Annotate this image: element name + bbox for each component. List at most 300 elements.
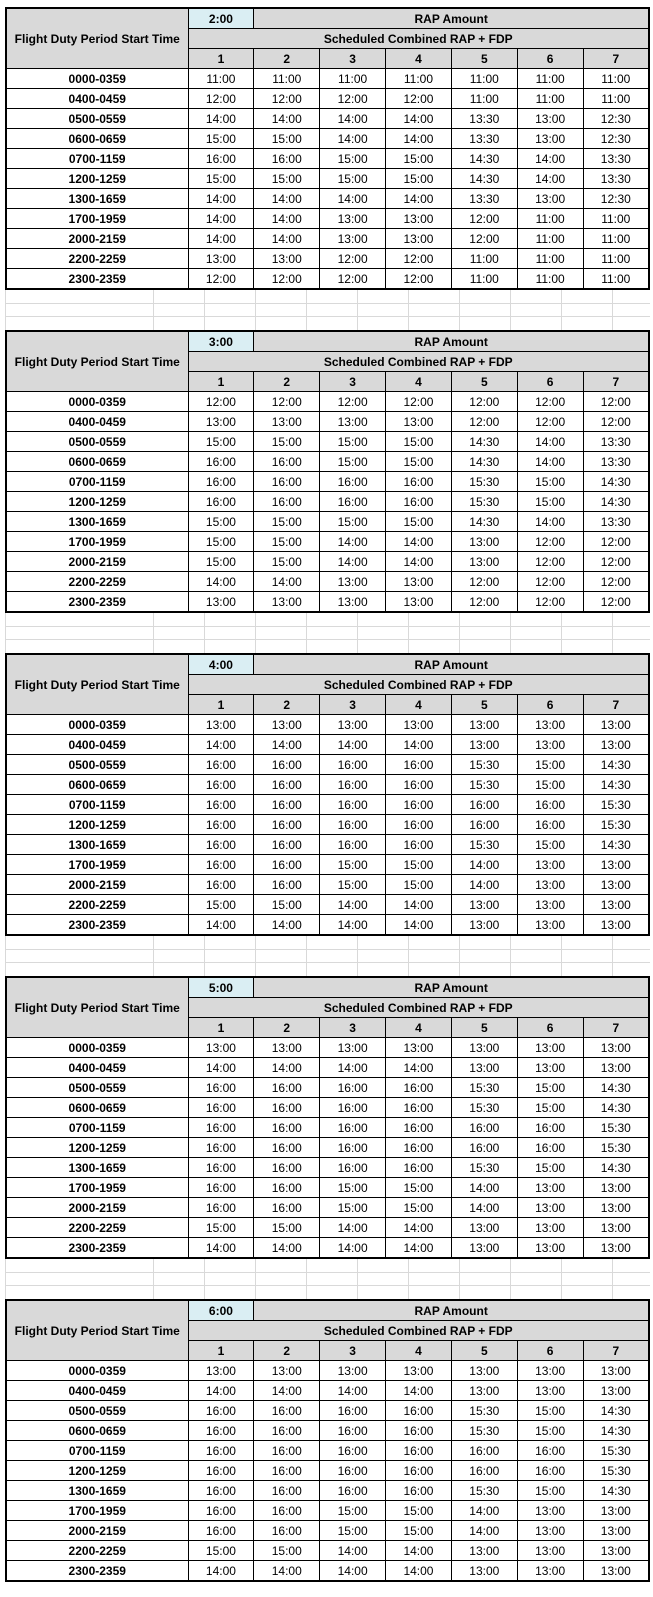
scheduled-combined-header: Scheduled Combined RAP + FDP xyxy=(188,675,649,695)
fdp-limit-cell: 11:00 xyxy=(517,209,583,229)
fdp-limit-cell: 15:30 xyxy=(583,1441,649,1461)
fdp-limit-cell: 13:00 xyxy=(451,1361,517,1381)
day-column-header: 2 xyxy=(254,1341,320,1361)
fdp-limit-cell: 13:00 xyxy=(451,1238,517,1259)
fdp-limit-cell: 16:00 xyxy=(386,795,452,815)
fdp-limit-cell: 13:00 xyxy=(583,1238,649,1259)
fdp-start-time-cell: 2200-2259 xyxy=(6,895,188,915)
fdp-limit-cell: 15:30 xyxy=(451,1481,517,1501)
fdp-limit-cell: 12:00 xyxy=(320,89,386,109)
fdp-limit-cell: 13:00 xyxy=(517,1178,583,1198)
fdp-limit-cell: 14:00 xyxy=(517,149,583,169)
fdp-limit-cell: 13:30 xyxy=(451,129,517,149)
fdp-limit-cell: 14:00 xyxy=(320,129,386,149)
fdp-start-time-cell: 1700-1959 xyxy=(6,1178,188,1198)
table-row xyxy=(6,572,649,592)
fdp-limit-cell: 13:00 xyxy=(583,1178,649,1198)
fdp-limit-cell: 14:00 xyxy=(386,1238,452,1259)
fdp-limit-cell: 11:00 xyxy=(188,69,254,89)
rap-amount-header: RAP Amount xyxy=(254,331,649,352)
fdp-limit-cell: 16:00 xyxy=(254,1118,320,1138)
fdp-limit-cell: 14:00 xyxy=(517,169,583,189)
fdp-limit-cell: 12:00 xyxy=(583,412,649,432)
fdp-limit-cell: 16:00 xyxy=(188,452,254,472)
fdp-start-time-cell: 0700-1159 xyxy=(6,795,188,815)
fdp-limit-cell: 16:00 xyxy=(188,1178,254,1198)
fdp-limit-cell: 15:00 xyxy=(517,775,583,795)
rap-table xyxy=(5,976,650,1259)
scheduled-combined-header: Scheduled Combined RAP + FDP xyxy=(188,1321,649,1341)
fdp-limit-cell: 13:00 xyxy=(517,735,583,755)
flight-duty-period-start-time-header: Flight Duty Period Start Time xyxy=(6,1300,188,1361)
table-row xyxy=(6,412,649,432)
fdp-limit-cell: 15:00 xyxy=(320,855,386,875)
fdp-limit-cell: 12:00 xyxy=(451,392,517,412)
fdp-limit-cell: 16:00 xyxy=(188,492,254,512)
fdp-limit-cell: 15:00 xyxy=(320,1501,386,1521)
fdp-limit-cell: 12:00 xyxy=(386,249,452,269)
fdp-limit-cell: 16:00 xyxy=(320,835,386,855)
fdp-limit-cell: 14:30 xyxy=(583,1401,649,1421)
day-column-header: 5 xyxy=(451,1018,517,1038)
fdp-limit-cell: 13:00 xyxy=(583,1038,649,1058)
fdp-limit-cell: 16:00 xyxy=(188,472,254,492)
table-row xyxy=(6,1461,649,1481)
fdp-limit-cell: 16:00 xyxy=(188,1401,254,1421)
fdp-limit-cell: 16:00 xyxy=(188,1461,254,1481)
fdp-limit-cell: 11:00 xyxy=(320,69,386,89)
fdp-limit-cell: 13:00 xyxy=(254,1038,320,1058)
fdp-limit-cell: 16:00 xyxy=(188,775,254,795)
fdp-limit-cell: 12:30 xyxy=(583,129,649,149)
fdp-limit-cell: 14:00 xyxy=(254,209,320,229)
day-column-header: 2 xyxy=(254,372,320,392)
fdp-start-time-cell: 2000-2159 xyxy=(6,875,188,895)
fdp-start-time-cell: 0600-0659 xyxy=(6,129,188,149)
fdp-limit-cell: 16:00 xyxy=(254,1481,320,1501)
fdp-limit-cell: 16:00 xyxy=(386,472,452,492)
fdp-limit-cell: 14:30 xyxy=(451,169,517,189)
fdp-limit-cell: 14:00 xyxy=(320,1058,386,1078)
day-column-header: 2 xyxy=(254,695,320,715)
fdp-start-time-cell: 0600-0659 xyxy=(6,775,188,795)
fdp-limit-cell: 16:00 xyxy=(320,775,386,795)
rap-header-row xyxy=(6,654,649,675)
day-column-header: 6 xyxy=(517,1341,583,1361)
fdp-limit-cell: 13:00 xyxy=(386,592,452,613)
fdp-limit-cell: 13:00 xyxy=(517,875,583,895)
fdp-limit-cell: 15:00 xyxy=(188,895,254,915)
table-row xyxy=(6,1198,649,1218)
fdp-limit-cell: 13:00 xyxy=(583,1501,649,1521)
fdp-limit-cell: 16:00 xyxy=(386,1098,452,1118)
fdp-limit-cell: 14:00 xyxy=(188,1381,254,1401)
fdp-limit-cell: 14:00 xyxy=(254,109,320,129)
fdp-start-time-cell: 1300-1659 xyxy=(6,1481,188,1501)
fdp-limit-cell: 12:00 xyxy=(517,412,583,432)
fdp-limit-cell: 15:00 xyxy=(254,532,320,552)
fdp-limit-cell: 13:00 xyxy=(451,1561,517,1582)
table-row xyxy=(6,512,649,532)
fdp-limit-cell: 13:00 xyxy=(386,1038,452,1058)
table-row xyxy=(6,532,649,552)
table-row xyxy=(6,109,649,129)
fdp-limit-cell: 13:00 xyxy=(517,715,583,735)
fdp-limit-cell: 15:30 xyxy=(451,492,517,512)
fdp-limit-cell: 15:00 xyxy=(320,875,386,895)
fdp-limit-cell: 16:00 xyxy=(517,815,583,835)
fdp-limit-cell: 12:00 xyxy=(254,269,320,290)
fdp-limit-cell: 14:00 xyxy=(451,855,517,875)
fdp-limit-cell: 12:00 xyxy=(254,89,320,109)
rap-table xyxy=(5,1299,650,1582)
fdp-limit-cell: 14:30 xyxy=(583,1421,649,1441)
table-row xyxy=(6,1421,649,1441)
fdp-limit-cell: 15:00 xyxy=(517,1098,583,1118)
fdp-limit-cell: 13:00 xyxy=(517,1038,583,1058)
fdp-limit-cell: 15:00 xyxy=(517,1401,583,1421)
fdp-limit-cell: 14:00 xyxy=(386,1381,452,1401)
scheduled-combined-header: Scheduled Combined RAP + FDP xyxy=(188,352,649,372)
fdp-start-time-cell: 2000-2159 xyxy=(6,552,188,572)
fdp-limit-cell: 13:30 xyxy=(583,169,649,189)
fdp-limit-cell: 13:00 xyxy=(320,1361,386,1381)
fdp-limit-cell: 14:00 xyxy=(386,1058,452,1078)
day-column-header: 1 xyxy=(188,372,254,392)
fdp-limit-cell: 13:00 xyxy=(254,715,320,735)
day-column-header: 6 xyxy=(517,372,583,392)
fdp-start-time-cell: 1700-1959 xyxy=(6,855,188,875)
fdp-limit-cell: 13:00 xyxy=(320,572,386,592)
fdp-start-time-cell: 2300-2359 xyxy=(6,1238,188,1259)
table-row xyxy=(6,1078,649,1098)
fdp-limit-cell: 11:00 xyxy=(583,209,649,229)
day-column-header: 7 xyxy=(583,1341,649,1361)
fdp-limit-cell: 15:00 xyxy=(386,169,452,189)
day-column-header: 7 xyxy=(583,695,649,715)
fdp-limit-cell: 16:00 xyxy=(188,1098,254,1118)
fdp-limit-cell: 16:00 xyxy=(320,1098,386,1118)
fdp-limit-cell: 16:00 xyxy=(320,1158,386,1178)
fdp-limit-cell: 14:00 xyxy=(320,895,386,915)
rap-amount-value-cell[interactable]: 4:00 xyxy=(188,654,254,675)
fdp-limit-cell: 16:00 xyxy=(320,1138,386,1158)
fdp-limit-cell: 14:00 xyxy=(386,532,452,552)
day-column-header: 6 xyxy=(517,49,583,69)
fdp-limit-cell: 14:00 xyxy=(320,1561,386,1582)
fdp-limit-cell: 13:00 xyxy=(517,915,583,936)
table-row xyxy=(6,1038,649,1058)
rap-header-row xyxy=(6,977,649,998)
fdp-limit-cell: 13:00 xyxy=(517,1521,583,1541)
fdp-limit-cell: 15:00 xyxy=(517,472,583,492)
fdp-start-time-cell: 1200-1259 xyxy=(6,1138,188,1158)
fdp-start-time-cell: 0600-0659 xyxy=(6,1421,188,1441)
fdp-limit-cell: 15:00 xyxy=(386,1198,452,1218)
fdp-limit-cell: 14:30 xyxy=(451,149,517,169)
table-row xyxy=(6,1521,649,1541)
fdp-limit-cell: 16:00 xyxy=(188,1421,254,1441)
fdp-limit-cell: 14:00 xyxy=(188,572,254,592)
day-column-header: 7 xyxy=(583,1018,649,1038)
fdp-limit-cell: 13:30 xyxy=(583,452,649,472)
fdp-limit-cell: 13:00 xyxy=(254,249,320,269)
fdp-limit-cell: 13:00 xyxy=(451,1218,517,1238)
fdp-start-time-cell: 0700-1159 xyxy=(6,149,188,169)
fdp-limit-cell: 16:00 xyxy=(254,815,320,835)
fdp-limit-cell: 15:00 xyxy=(386,875,452,895)
fdp-start-time-cell: 1700-1959 xyxy=(6,209,188,229)
fdp-limit-cell: 15:30 xyxy=(583,1461,649,1481)
day-column-header: 3 xyxy=(320,49,386,69)
fdp-limit-cell: 12:00 xyxy=(320,392,386,412)
fdp-limit-cell: 12:00 xyxy=(386,269,452,290)
fdp-limit-cell: 16:00 xyxy=(254,452,320,472)
fdp-limit-cell: 13:00 xyxy=(517,855,583,875)
fdp-start-time-cell: 0400-0459 xyxy=(6,735,188,755)
scheduled-combined-header: Scheduled Combined RAP + FDP xyxy=(188,998,649,1018)
fdp-limit-cell: 15:00 xyxy=(254,169,320,189)
table-row xyxy=(6,1501,649,1521)
fdp-limit-cell: 11:00 xyxy=(583,229,649,249)
table-row xyxy=(6,472,649,492)
fdp-limit-cell: 13:00 xyxy=(188,1361,254,1381)
fdp-limit-cell: 14:00 xyxy=(451,1198,517,1218)
fdp-limit-cell: 15:30 xyxy=(451,1078,517,1098)
rap-amount-value-cell[interactable]: 5:00 xyxy=(188,977,254,998)
fdp-limit-cell: 13:00 xyxy=(188,592,254,613)
fdp-limit-cell: 15:30 xyxy=(451,1158,517,1178)
fdp-limit-cell: 16:00 xyxy=(188,835,254,855)
fdp-limit-cell: 15:00 xyxy=(254,129,320,149)
fdp-limit-cell: 14:00 xyxy=(188,1561,254,1582)
fdp-limit-cell: 15:00 xyxy=(386,855,452,875)
fdp-limit-cell: 13:00 xyxy=(320,209,386,229)
fdp-start-time-cell: 1300-1659 xyxy=(6,189,188,209)
fdp-limit-cell: 11:00 xyxy=(517,89,583,109)
fdp-limit-cell: 13:30 xyxy=(583,432,649,452)
fdp-limit-cell: 14:00 xyxy=(386,1541,452,1561)
day-column-header: 5 xyxy=(451,49,517,69)
table-row xyxy=(6,715,649,735)
fdp-limit-cell: 12:00 xyxy=(583,392,649,412)
table-row xyxy=(6,552,649,572)
fdp-limit-cell: 16:00 xyxy=(254,149,320,169)
fdp-limit-cell: 13:00 xyxy=(320,412,386,432)
fdp-limit-cell: 14:30 xyxy=(451,432,517,452)
fdp-limit-cell: 15:30 xyxy=(451,1401,517,1421)
fdp-start-time-cell: 0500-0559 xyxy=(6,432,188,452)
fdp-limit-cell: 15:00 xyxy=(320,1178,386,1198)
fdp-limit-cell: 16:00 xyxy=(254,1441,320,1461)
fdp-limit-cell: 13:00 xyxy=(386,572,452,592)
day-column-header: 5 xyxy=(451,1341,517,1361)
fdp-start-time-cell: 1700-1959 xyxy=(6,532,188,552)
fdp-limit-cell: 14:30 xyxy=(583,775,649,795)
fdp-limit-cell: 11:00 xyxy=(517,249,583,269)
fdp-limit-cell: 13:00 xyxy=(451,895,517,915)
grid-gap xyxy=(5,290,650,330)
table-row xyxy=(6,1541,649,1561)
fdp-limit-cell: 13:00 xyxy=(583,1521,649,1541)
fdp-limit-cell: 15:00 xyxy=(254,895,320,915)
fdp-limit-cell: 16:00 xyxy=(386,1441,452,1461)
fdp-limit-cell: 11:00 xyxy=(517,229,583,249)
fdp-limit-cell: 14:00 xyxy=(451,1501,517,1521)
table-row xyxy=(6,755,649,775)
fdp-limit-cell: 15:00 xyxy=(254,1218,320,1238)
fdp-limit-cell: 15:30 xyxy=(583,1138,649,1158)
fdp-limit-cell: 14:30 xyxy=(451,452,517,472)
grid-gap xyxy=(5,613,650,653)
table-row xyxy=(6,1098,649,1118)
rap-amount-value-cell[interactable]: 6:00 xyxy=(188,1300,254,1321)
fdp-limit-cell: 15:00 xyxy=(320,1521,386,1541)
table-row xyxy=(6,775,649,795)
fdp-limit-cell: 13:30 xyxy=(583,149,649,169)
scheduled-combined-header: Scheduled Combined RAP + FDP xyxy=(188,29,649,49)
fdp-limit-cell: 12:00 xyxy=(451,229,517,249)
fdp-limit-cell: 13:00 xyxy=(583,1541,649,1561)
fdp-limit-cell: 16:00 xyxy=(188,1078,254,1098)
fdp-limit-cell: 15:00 xyxy=(386,149,452,169)
fdp-limit-cell: 12:00 xyxy=(451,412,517,432)
fdp-limit-cell: 16:00 xyxy=(320,1401,386,1421)
fdp-limit-cell: 14:00 xyxy=(254,229,320,249)
fdp-limit-cell: 15:00 xyxy=(188,432,254,452)
fdp-limit-cell: 13:00 xyxy=(583,1361,649,1381)
rap-amount-header: RAP Amount xyxy=(254,8,649,29)
fdp-limit-cell: 14:00 xyxy=(451,875,517,895)
fdp-limit-cell: 14:30 xyxy=(583,1481,649,1501)
table-row xyxy=(6,209,649,229)
flight-duty-period-start-time-header: Flight Duty Period Start Time xyxy=(6,331,188,392)
day-column-header: 3 xyxy=(320,695,386,715)
fdp-limit-cell: 16:00 xyxy=(386,815,452,835)
fdp-limit-cell: 13:00 xyxy=(386,229,452,249)
fdp-limit-cell: 14:30 xyxy=(451,512,517,532)
fdp-start-time-cell: 1300-1659 xyxy=(6,835,188,855)
fdp-limit-cell: 12:00 xyxy=(188,269,254,290)
fdp-limit-cell: 14:00 xyxy=(517,432,583,452)
fdp-limit-cell: 14:00 xyxy=(254,189,320,209)
fdp-limit-cell: 16:00 xyxy=(254,492,320,512)
day-column-header: 1 xyxy=(188,1018,254,1038)
fdp-limit-cell: 14:00 xyxy=(188,915,254,936)
fdp-limit-cell: 15:00 xyxy=(254,1541,320,1561)
fdp-limit-cell: 14:00 xyxy=(188,189,254,209)
rap-table xyxy=(5,7,650,290)
fdp-start-time-cell: 1200-1259 xyxy=(6,815,188,835)
fdp-limit-cell: 14:00 xyxy=(517,452,583,472)
table-row xyxy=(6,1481,649,1501)
fdp-limit-cell: 16:00 xyxy=(254,1158,320,1178)
fdp-limit-cell: 12:00 xyxy=(451,592,517,613)
fdp-limit-cell: 16:00 xyxy=(254,1138,320,1158)
fdp-limit-cell: 16:00 xyxy=(188,1158,254,1178)
fdp-start-time-cell: 0400-0459 xyxy=(6,412,188,432)
fdp-limit-cell: 11:00 xyxy=(451,69,517,89)
fdp-limit-cell: 14:00 xyxy=(254,1058,320,1078)
fdp-limit-cell: 16:00 xyxy=(320,1421,386,1441)
fdp-limit-cell: 14:00 xyxy=(386,895,452,915)
rap-amount-value-cell[interactable]: 3:00 xyxy=(188,331,254,352)
table-row xyxy=(6,835,649,855)
day-column-header: 3 xyxy=(320,1018,386,1038)
day-column-header: 4 xyxy=(386,49,452,69)
fdp-limit-cell: 12:00 xyxy=(320,269,386,290)
fdp-limit-cell: 13:00 xyxy=(517,1238,583,1259)
table-row xyxy=(6,1441,649,1461)
rap-header-row xyxy=(6,1300,649,1321)
fdp-limit-cell: 13:00 xyxy=(517,1361,583,1381)
fdp-limit-cell: 15:30 xyxy=(451,472,517,492)
day-column-header: 4 xyxy=(386,372,452,392)
fdp-limit-cell: 16:00 xyxy=(320,1118,386,1138)
fdp-limit-cell: 16:00 xyxy=(254,755,320,775)
fdp-limit-cell: 16:00 xyxy=(254,472,320,492)
day-column-header: 4 xyxy=(386,1018,452,1038)
rap-amount-value-cell[interactable]: 2:00 xyxy=(188,8,254,29)
fdp-limit-cell: 13:00 xyxy=(386,412,452,432)
fdp-start-time-cell: 1200-1259 xyxy=(6,1461,188,1481)
fdp-limit-cell: 16:00 xyxy=(254,1461,320,1481)
fdp-limit-cell: 16:00 xyxy=(254,1078,320,1098)
day-column-header: 3 xyxy=(320,1341,386,1361)
fdp-start-time-cell: 2200-2259 xyxy=(6,1541,188,1561)
fdp-limit-cell: 13:00 xyxy=(320,715,386,735)
fdp-limit-cell: 16:00 xyxy=(254,1501,320,1521)
fdp-limit-cell: 16:00 xyxy=(386,835,452,855)
fdp-limit-cell: 14:00 xyxy=(188,209,254,229)
fdp-limit-cell: 12:00 xyxy=(451,209,517,229)
fdp-limit-cell: 15:00 xyxy=(188,129,254,149)
fdp-limit-cell: 13:30 xyxy=(451,109,517,129)
fdp-limit-cell: 11:00 xyxy=(451,89,517,109)
fdp-limit-cell: 16:00 xyxy=(386,1481,452,1501)
fdp-limit-cell: 16:00 xyxy=(320,1481,386,1501)
fdp-limit-cell: 13:00 xyxy=(451,1541,517,1561)
fdp-limit-cell: 15:00 xyxy=(320,432,386,452)
table-row xyxy=(6,392,649,412)
fdp-limit-cell: 14:30 xyxy=(583,1078,649,1098)
fdp-limit-cell: 12:00 xyxy=(254,392,320,412)
fdp-limit-cell: 16:00 xyxy=(320,815,386,835)
day-column-header: 2 xyxy=(254,49,320,69)
fdp-limit-cell: 13:00 xyxy=(188,715,254,735)
fdp-start-time-cell: 1300-1659 xyxy=(6,512,188,532)
fdp-limit-cell: 12:00 xyxy=(320,249,386,269)
day-column-header: 2 xyxy=(254,1018,320,1038)
fdp-limit-cell: 13:00 xyxy=(517,1218,583,1238)
day-column-header: 5 xyxy=(451,372,517,392)
fdp-limit-cell: 16:00 xyxy=(386,1421,452,1441)
fdp-limit-cell: 16:00 xyxy=(254,795,320,815)
fdp-limit-cell: 14:00 xyxy=(451,1178,517,1198)
fdp-limit-cell: 14:00 xyxy=(386,1561,452,1582)
fdp-limit-cell: 14:00 xyxy=(254,572,320,592)
fdp-limit-cell: 13:00 xyxy=(583,1198,649,1218)
rap-header-row xyxy=(6,331,649,352)
fdp-limit-cell: 14:00 xyxy=(386,129,452,149)
fdp-limit-cell: 13:00 xyxy=(320,592,386,613)
fdp-limit-cell: 14:00 xyxy=(188,1238,254,1259)
fdp-limit-cell: 13:00 xyxy=(517,895,583,915)
fdp-limit-cell: 14:00 xyxy=(188,735,254,755)
fdp-limit-cell: 16:00 xyxy=(320,1441,386,1461)
fdp-start-time-cell: 2200-2259 xyxy=(6,572,188,592)
table-row xyxy=(6,1158,649,1178)
